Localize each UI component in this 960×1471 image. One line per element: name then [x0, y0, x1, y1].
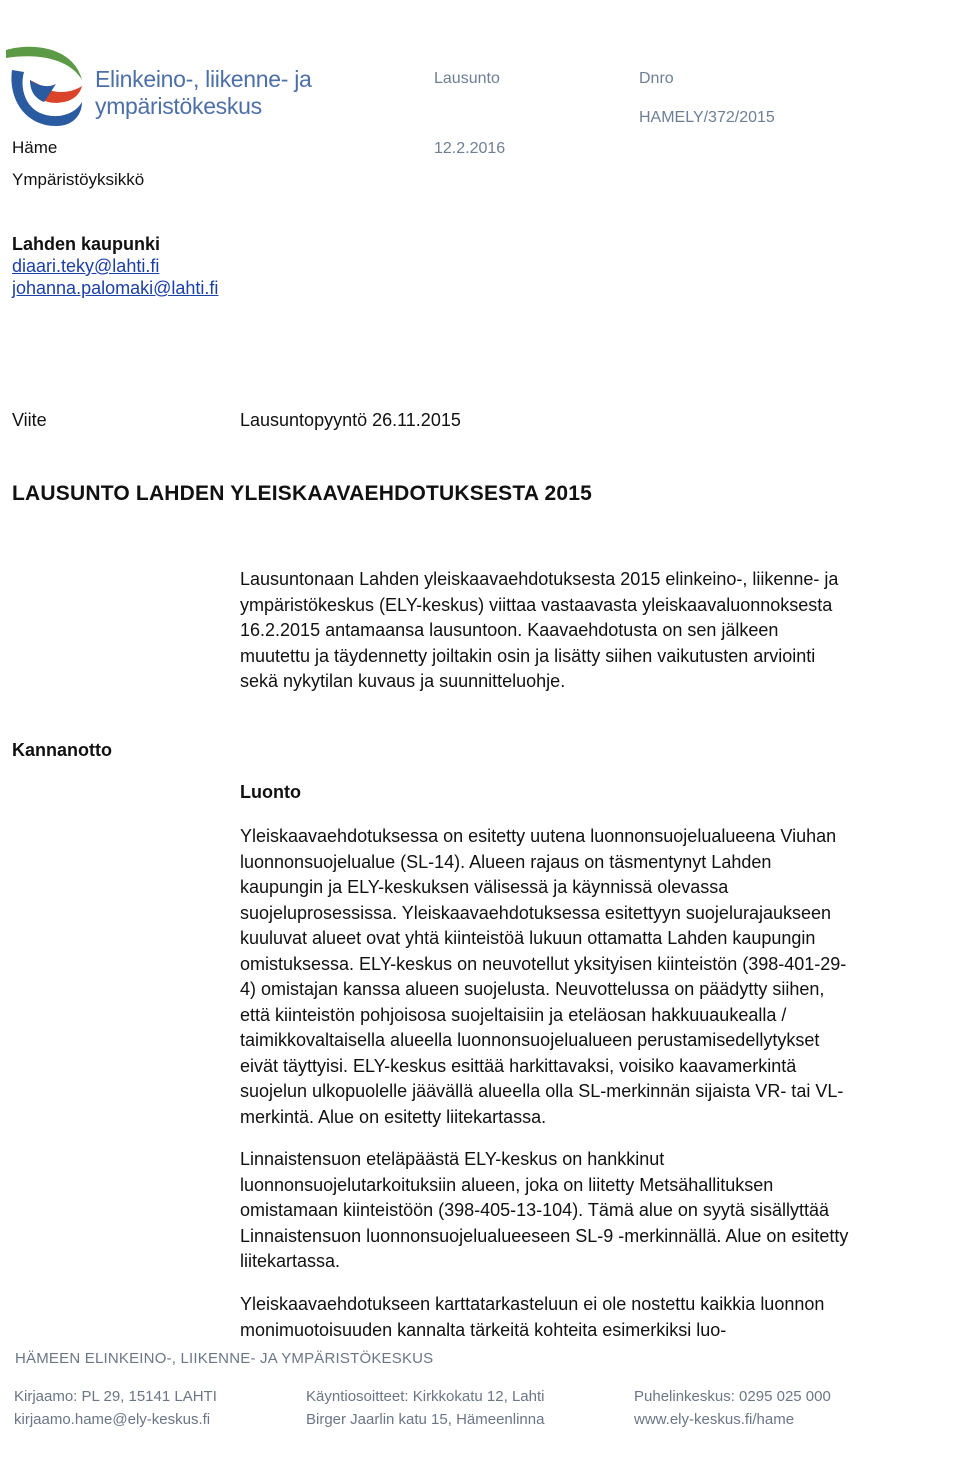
organization-name — [95, 66, 395, 120]
ely-logo — [4, 40, 84, 128]
reference-label: Viite — [12, 410, 47, 430]
dnro-value: HAMELY/372/2015 — [639, 109, 775, 126]
paragraph-linnaistensuo: Linnaistensuon eteläpäästä ELY-keskus on hankkinut luonnonsuojelutarkoituksiin alueen, joka on liitetty Metsähallituksen omistamaan kiinteistöön (398-405-13-104). Tämä alue on syytä sisällyttää Linnaistensuon luonnonsuojelualueeseen SL-9 -merkinnällä. Alue on esitetty liitekartassa. — [240, 1149, 849, 1271]
dnro-label: Dnro — [639, 70, 674, 87]
document-type: Lausunto — [434, 70, 500, 87]
footer-phone: Puhelinkeskus: 0295 025 000 — [634, 1388, 831, 1405]
footer-visiting-address-lahti: Käyntiosoitteet: Kirkkokatu 12, Lahti — [306, 1388, 545, 1405]
intro-paragraph: Lausuntonaan Lahden yleiskaavaehdotuksesta 2015 elinkeino-, liikenne- ja ympäristökeskus (ELY-keskus) viittaa vastaavasta yleiskaavaluonnoksesta 16.2.2015 antamaansa lausuntoon. Kaavaehdotusta on sen jälkeen muutettu ja täydennetty joiltakin osin ja lisätty siihen vaikutusten arviointi sekä nykytilan kuvaus ja suunnitteluohje. — [240, 569, 839, 691]
footer-organization: HÄMEEN ELINKEINO-, LIIKENNE- JA YMPÄRISTÖKESKUS — [15, 1350, 434, 1367]
footer-visiting-address-hameenlinna: Birger Jaarlin katu 15, Hämeenlinna — [306, 1411, 545, 1428]
recipient-name: Lahden kaupunki — [12, 234, 161, 254]
recipient-email-johanna[interactable]: johanna.palomaki@lahti.fi — [12, 278, 219, 298]
paragraph-viuha: Yleiskaavaehdotuksessa on esitetty uutena luonnonsuojelualueena Viuhan luonnonsuojelualue (SL-14). Alueen rajaus on täsmentynyt Lahden kaupungin ja ELY-keskuksen välisessä ja käynnissä olevassa suojeluprosessissa. Yleiskaavaehdotuksessa esitettyyn suojelurajaukseen kuuluvat alueet ovat yhtä kiinteistöä lukuun ottamatta Lahden kaupungin omistuksessa. ELY-keskus on neuvotellut yksityisen kiinteistön (398-401-29-4) omistajan kanssa alueen suojelusta. Neuvottelussa on päädytty siihen, että kiinteistön pohjoisosa suojeltaisiin ja eteläosan hakkuuaukealla / taimikkovaltaisella alueella luonnonsuojelualueen perustamisedellytykset eivät täyttyisi. ELY-keskus esittää harkittavaksi, voisiko kaavamerkintä suojelun ulkopuolelle jäävällä alueella olla SL-merkinnän sijaista VR- tai VL-merkintä. Alue on esitetty liitekartassa. — [240, 826, 847, 1127]
footer-column-registry — [14, 1385, 217, 1431]
footer-website[interactable]: www.ely-keskus.fi/hame — [634, 1411, 795, 1428]
org-name-line1: Elinkeino-, liikenne- ja — [95, 66, 312, 92]
org-name-line2: ympäristökeskus — [95, 93, 262, 119]
footer-registry-email[interactable]: kirjaamo.hame@ely-keskus.fi — [14, 1411, 211, 1428]
section-heading-luonto: Luonto — [240, 782, 301, 802]
footer-registry-address: Kirjaamo: PL 29, 15141 LAHTI — [14, 1388, 217, 1405]
footer-column-visiting — [306, 1385, 544, 1431]
footer-column-contact — [634, 1385, 831, 1431]
side-label-kannanotto: Kannanotto — [12, 740, 112, 760]
unit-name: Ympäristöyksikkö — [12, 170, 145, 189]
document-title: LAUSUNTO LAHDEN YLEISKAAVAEHDOTUKSESTA 2015 — [12, 482, 592, 505]
document-date: 12.2.2016 — [434, 140, 506, 157]
recipient-email-diaari[interactable]: diaari.teky@lahti.fi — [12, 256, 160, 276]
recipient-block — [12, 233, 218, 299]
paragraph-karttatarkastelu: Yleiskaavaehdotukseen karttatarkasteluun ei ole nostettu kaikkia luonnon monimuotoisuuden kannalta tärkeitä kohteita esimerkiksi luo- — [240, 1294, 825, 1340]
reference-value: Lausuntopyyntö 26.11.2015 — [240, 410, 461, 430]
region-name: Häme — [12, 138, 58, 157]
